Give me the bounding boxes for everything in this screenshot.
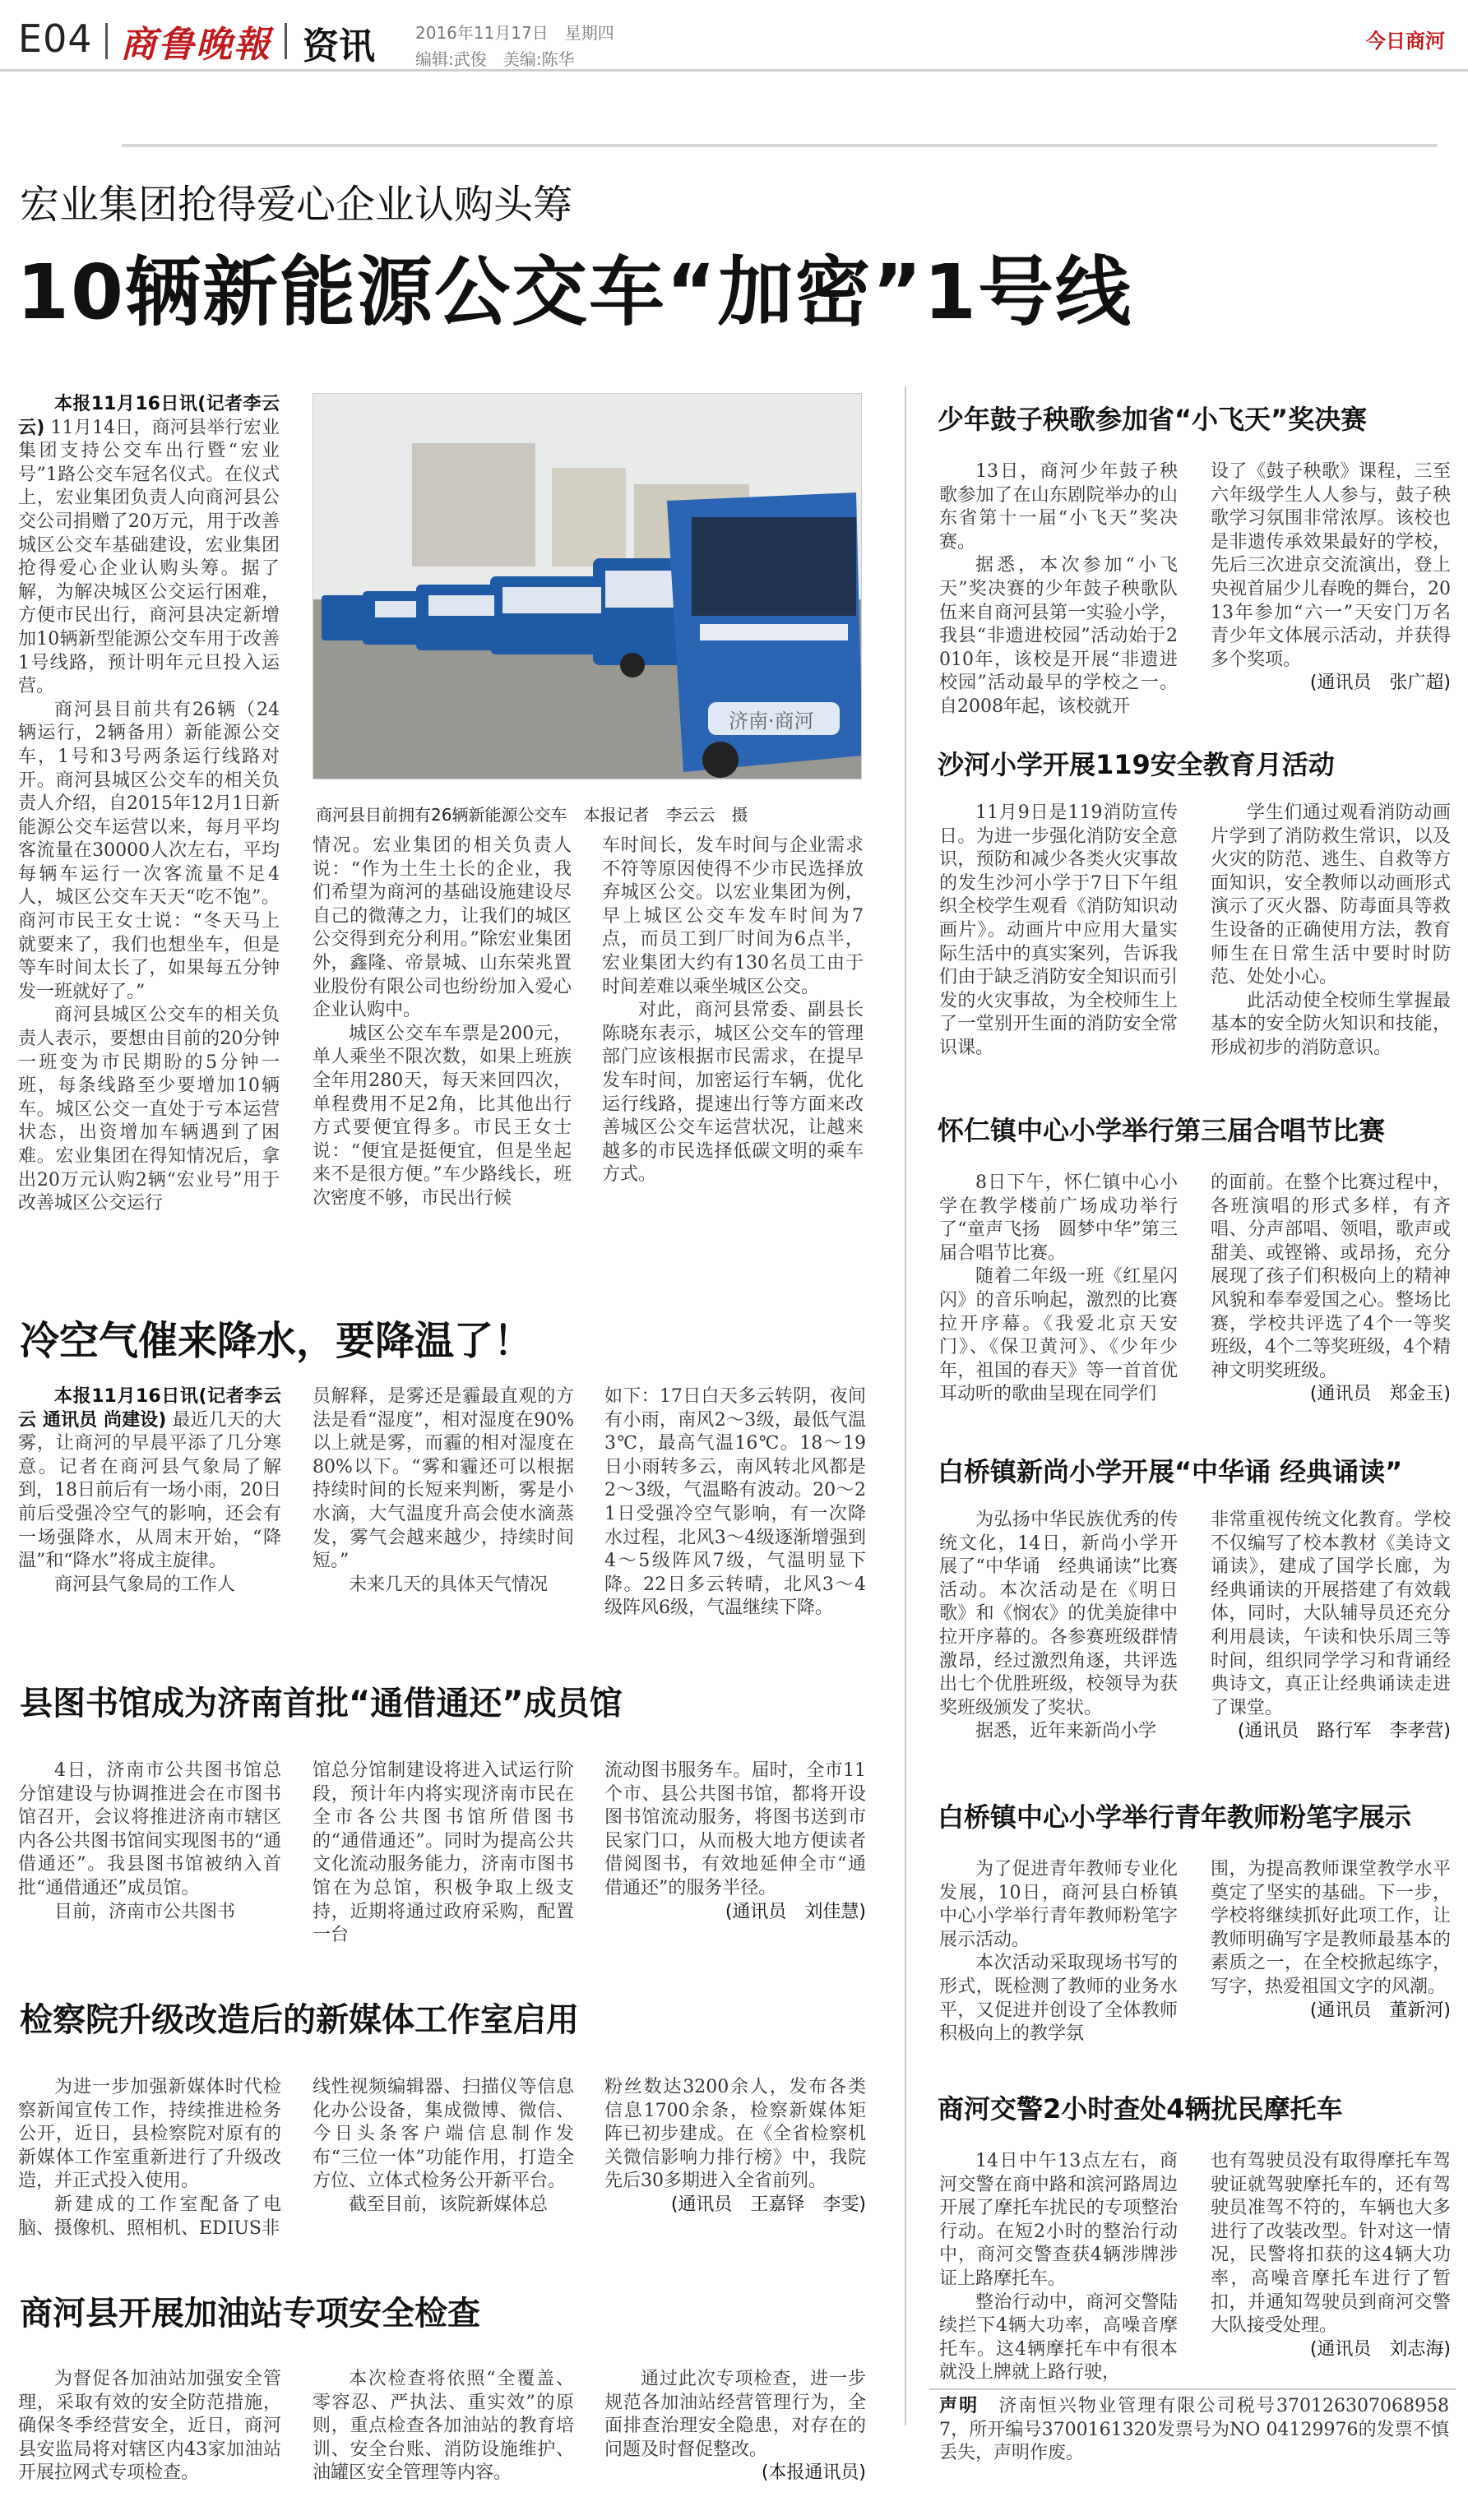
drum-column-1 (939, 460, 1178, 724)
recite-paragraph: 为弘扬中华民族优秀的传统文化，14日，新尚小学开展了“中华诵 经典诵读”比赛活动。本次活动是在《明日歌》和《悯农》的优美旋律中拉开序幕的。各参赛班级群情激昂，经过激烈角逐，共评选出七个优胜班级，校领导为获奖班级颁发了奖状。 (939, 1510, 1178, 1718)
bus-photo (313, 393, 862, 779)
header-rule-decor (122, 144, 1438, 147)
section-name: 资讯 (303, 25, 375, 67)
drum-byline: (通讯员 张广超) (1309, 673, 1451, 694)
fire-paragraph: 11月9日是119消防宣传日。为进一步强化消防安全意识，预防和减少各类火灾事故的发生沙河小学于7日下午组织全校学生观看《消防知识动画片》。动画片中应用大量实际生活中的真实案列，告诉我们由于缺乏消防安全知识而引发的火灾事故，为全校师生上了一堂别开生面的消防安全常识课。 (939, 802, 1178, 1058)
declaration-notice (939, 2395, 1449, 2502)
page-number: E04 (18, 16, 93, 61)
recite-paragraph: 据悉，近年来新尚小学 (975, 1721, 1157, 1742)
lead-column-2 (313, 835, 572, 1248)
fire-column-1 (939, 802, 1178, 1081)
procuratorate-paragraph: 粉丝数达3200余人，发布各类信息1700余条，检察新媒体矩阵已初步建成。在《全省检察机关微信影响力排行榜》中，我院先后30多期进入全省前列。 (604, 2077, 866, 2192)
drum-headline: 少年鼓子秧歌参加省“小飞天”奖决赛 (938, 404, 1368, 435)
library-paragraph: 馆总分馆制建设将进入试运行阶段，预计年内将实现济南市民在全市各公共图书馆所借图书的“通借通还”。同时为提高公共文化流动服务能力，济南市图书馆在为总馆，积极争取上级支持，近期将通过政府采购，配置一台 (313, 1760, 574, 1946)
police-column-2 (1211, 2150, 1451, 2384)
lead-column-3 (602, 835, 864, 1248)
drum-paragraph: 据悉，本次参加“小飞天”奖决赛的少年鼓子秧歌队伍来自商河县第一实验小学，我县“非遗进校园”活动始于2010年，该校是开展“非遗进校园”活动最早的学校之一。自2008年起，该校就开 (939, 555, 1178, 717)
lead-paragraph: 城区公交车车票是200元，单人乘坐不限次数，如果上班族全年用280天，每天来回四次，单程费用不足2角，比其他出行方式要便宜得多。市民王女士说：“便宜是挺便宜，但是坐起来不是很方便。”车少路线长，班次密度不够，市民出行候 (313, 1023, 572, 1209)
library-column-3 (604, 1759, 866, 1965)
police-paragraph: 也有驾驶员没有取得摩托车驾驶证就驾驶摩托车的，还有驾驶员准驾不符的，车辆也大多进行了改装改型。针对这一情况，民警将扣获的这4辆大功率，高噪音摩托车进行了暂扣，并通知驾驶员到商河交警大队接受处理。 (1211, 2151, 1451, 2337)
lead-paragraph: 车时间长，发车时间与企业需求不符等原因使得不少市民选择放弃城区公交。以宏业集团为例，早上城区公交车发车时间为7点，而员工到厂时间为6点半，宏业集团大约有130名员工由于时间差难以乘坐城区公交。 (602, 835, 864, 997)
editors-line: 编辑:武俊 美编:陈华 (415, 49, 575, 69)
police-headline: 商河交警2小时查处4辆扰民摩托车 (938, 2093, 1343, 2125)
choir-paragraph: 8日下午，怀仁镇中心小学在教学楼前广场成功举行了“童声飞扬 圆梦中华”第三届合唱节比赛。 (939, 1172, 1178, 1264)
cold-paragraph: 商河县气象局的工作人 (54, 1574, 236, 1595)
lead-paragraph: 11月14日，商河县举行宏业集团支持公交车出行暨“宏业号”1路公交车冠名仪式。在仪式上，宏业集团负责人向商河县公交公司捐赠了20万元，用于改善城区公交车基础建设，宏业集团抢得爱心企业认购头筹。据了解，为解决城区公交运行困难，方便市民出行，商河县决定新增加10辆新型能源公交车用于改善1号线路，预计明年元旦投入运营。 (18, 417, 280, 697)
police-paragraph: 整治行动中，商河交警陆续拦下4辆大功率，高噪音摩托车。这4辆摩托车中有很本就没上牌就上路行驶， (939, 2291, 1178, 2384)
cold-paragraph: 未来几天的具体天气情况 (349, 1574, 549, 1595)
recite-byline: (通讯员 路行军 李孝营) (1237, 1721, 1451, 1742)
recite-column-1 (939, 1509, 1178, 1768)
fire-paragraph: 学生们通过观看消防动画片学到了消防救生常识，以及火灾的防范、逃生、自救等方面知识，安全教师以动画形式演示了灭火器、防毒面具等救生设备的正确使用方法，教育师生在日常生活中要时时防范、处处小心。 (1211, 802, 1451, 988)
police-byline: (通讯员 刘志海) (1309, 2338, 1451, 2360)
fire-column-2 (1211, 802, 1451, 1081)
declaration-text: 济南恒兴物业管理有限公司税号370126307068958 7，所开编号3700161320发票号为NO 04129976的发票不慎丢失，声明作废。 (939, 2396, 1449, 2464)
gas-column-3 (604, 2368, 866, 2508)
choir-headline: 怀仁镇中心小学举行第三届合唱节比赛 (938, 1115, 1386, 1146)
choir-column-2 (1211, 1172, 1451, 1418)
chalk-paragraph: 本次活动采取现场书写的形式，既检测了教师的业务水平，又促进并创设了全体教师积极向上的教学氛 (939, 1953, 1178, 2045)
lead-paragraph: 商河县目前共有26辆（24辆运行，2辆备用）新能源公交车，1号和3号两条运行线路对开。商河县城区公交车的相关负责人介绍，自2015年12月1日新能源公交车运营以来，每月平均客流量在30000人次左右，平均每辆车运行一次客流量不足4人，城区公交车天天“吃不饱”。商河市民王女士说：“冬天马上就要来了，我们也想坐车，但是等车时间太长了，如果每五分钟发一班就好了。” (18, 699, 280, 1002)
cold-paragraph: 最近几天的大雾，让商河的早晨平添了几分寒意。记者在商河县气象局了解到，18日前后有一场小雨，20日前后受强冷空气的影响，还会有一场强降水，从周末开始，“降温”和“降水”将成主旋律。 (18, 1409, 281, 1572)
issue-date: 2016年11月17日 星期四 (415, 23, 614, 43)
choir-byline: (通讯员 郑金玉) (1309, 1384, 1451, 1405)
photo-caption: 商河县目前拥有26辆新能源公交车 本报记者 李云云 摄 (316, 805, 748, 825)
chalk-byline: (通讯员 董新河) (1309, 2000, 1451, 2021)
chalk-paragraph: 围，为提高教师课堂教学水平奠定了坚实的基础。下一步，学校将继续抓好此项工作，让教师明确写字是教师最基本的素质之一，在全校掀起练字，写字，热爱祖国文字的风潮。 (1211, 1859, 1451, 1997)
fire-headline: 沙河小学开展119安全教育月活动 (938, 749, 1335, 780)
cold-headline: 冷空气催来降水，要降温了！ (20, 1318, 534, 1364)
drum-paragraph: 设了《鼓子秧歌》课程，三至六年级学生人人参与，鼓子秧歌学习氛围非常浓厚。该校也是非遗传承效果最好的学校，先后三次进京交流演出，登上央视首届少儿春晚的舞台，2013年参加“六一”天安门万名青少年文体展示活动，并获得多个奖项。 (1211, 461, 1451, 670)
choir-paragraph: 随着二年级一班《红星闪闪》的音乐响起，激烈的比赛拉开序幕。《我爱北京天安门》、《保卫黄河》、《少年少年，祖国的春天》等一首首优耳动听的歌曲呈现在同学们 (939, 1266, 1178, 1405)
photo-watermark: 济南·商河 (729, 710, 814, 733)
header-divider (105, 23, 108, 59)
gas-column-2 (313, 2368, 574, 2508)
lead-paragraph: 商河县城区公交车的相关负责人表示，要想由目前的20分钟一班变为市民期盼的5分钟一班，每条线路至少要增加10辆车。城区公交一直处于亏本运营状态，出资增加车辆遇到了困难。宏业集团在得知情况后，拿出20万元认购2辆“宏业号”用于改善城区公交运行 (18, 1005, 280, 1214)
procuratorate-headline: 检察院升级改造后的新媒体工作室启用 (20, 2001, 579, 2039)
lead-paragraph: 对此，商河县常委、副县长陈晓东表示，城区公交车的管理部门应该根据市民需求，在提早发车时间，加密运行车辆，优化运行线路，提速出行等方面来改善城区公交车运营状况，让越来越多的市民选择低碳文明的乘车方式。 (602, 1000, 864, 1186)
library-column-1 (18, 1759, 281, 1965)
procuratorate-byline: (通讯员 王嘉铎 李雯) (670, 2194, 866, 2215)
library-byline: (通讯员 刘佳慧) (725, 1901, 866, 1922)
gas-headline: 商河县开展加油站专项安全检查 (20, 2295, 480, 2333)
gas-paragraph: 为督促各加油站加强安全管理，采取有效的安全防范措施，确保冬季经营安全，近日，商河县安监局将对辖区内43家加油站开展拉网式专项检查。 (18, 2369, 281, 2484)
procuratorate-column-3 (604, 2076, 866, 2265)
cold-column-3 (604, 1385, 866, 1661)
gas-paragraph: 通过此次专项检查，进一步规范各加油站经营管理行为，全面排查治理安全隐患，对存在的问题及时督促整改。 (604, 2369, 866, 2460)
recite-paragraph: 非常重视传统文化教育。学校不仅编写了校本教材《美诗文诵读》，建成了国学长廊，为经典诵读的开展搭建了有效载体，同时，大队辅导员还充分利用晨读，午读和快乐周三等时间，组织同学学习和背诵经典诗文，真正让经典诵读走进了课堂。 (1211, 1510, 1451, 1718)
library-paragraph: 流动图书服务车。届时，全市11个市、县公共图书馆，都将开设图书馆流动服务，将图书送到市民家门口，从而极大地方便读者借阅图书，有效地延伸全市“通借通还”的服务半径。 (604, 1760, 866, 1898)
procuratorate-paragraph: 为进一步加强新媒体时代检察新闻宣传工作，持续推进检务公开，近日，县检察院对原有的新媒体工作室重新进行了升级改造，并正式投入使用。 (18, 2077, 281, 2192)
chalk-column-2 (1211, 1858, 1451, 2080)
chalk-paragraph: 为了促进青年教师专业化发展，10日，商河县白桥镇中心小学举行青年教师粉笔字展示活动。 (939, 1859, 1178, 1950)
drum-column-2 (1211, 460, 1451, 724)
cold-dateline: 本报11月16日讯(记者李云云 通讯员 尚建设) (18, 1386, 281, 1431)
library-headline: 县图书馆成为济南首批“通借通还”成员馆 (20, 1685, 623, 1722)
header-rule (0, 69, 1468, 72)
newspaper-logo: 商鲁晚報 (120, 24, 271, 66)
fire-paragraph: 此活动使全校师生掌握最基本的安全防火知识和技能，形成初步的消防意识。 (1211, 990, 1451, 1058)
chalk-column-1 (939, 1858, 1178, 2080)
police-paragraph: 14日中午13点左右，商河交警在商中路和滨河路周边开展了摩托车扰民的专项整治行动。在短2小时的整治行动中，商河交警查获4辆涉牌涉证上路摩托车。 (939, 2151, 1178, 2289)
choir-paragraph: 的面前。在整个比赛过程中，各班演唱的形式多样，有齐唱、分声部唱、领唱，歌声或甜美、或铿锵、或昂扬，充分展现了孩子们积极向上的精神风貌和奉奉爱国之心。整场比赛，学校共评选了4个一等奖班级，4个二等奖班级，4个精神文明奖班级。 (1211, 1172, 1451, 1381)
lead-paragraph: 情况。宏业集团的相关负责人说：“作为土生土长的企业，我们希望为商河的基础设施建设尽自己的微薄之力，让我们的城区公交得到充分利用。”除宏业集团外，鑫隆、帝景城、山东荣兆置业股份有限公司也纷纷加入爱心企业认购中。 (313, 835, 572, 1021)
cold-paragraph: 员解释，是雾还是霾最直观的方法是看“湿度”，相对湿度在90%以上就是雾，而霾的相对湿度在80%以下。“雾和霾还可以根据持续时间的长短来判断，雾是小水滴，大气温度升高会使水滴蒸发，雾气会越来越少，持续时间短。” (313, 1386, 574, 1572)
header-divider (285, 23, 287, 59)
drum-paragraph: 13日，商河少年鼓子秧歌参加了在山东剧院举办的山东省第十一届“小飞天”奖决赛。 (939, 461, 1178, 553)
recite-column-2 (1211, 1509, 1451, 1768)
declaration-rule (929, 2388, 1456, 2390)
cold-column-2 (313, 1385, 574, 1661)
cold-column-1 (18, 1385, 281, 1661)
choir-column-1 (939, 1172, 1178, 1418)
procuratorate-column-1 (18, 2076, 281, 2265)
library-paragraph: 4日，济南市公共图书馆总分馆建设与协调推进会在市图书馆召开，会议将推进济南市辖区内各公共图书馆间实现图书的“通借通还”。我县图书馆被纳入首批“通借通还”成员馆。 (18, 1760, 281, 1898)
edition-name: 今日商河 (1366, 30, 1445, 53)
gas-column-1 (18, 2368, 281, 2508)
procuratorate-paragraph: 新建成的工作室配备了电脑、摄像机、照相机、EDIUS非 (18, 2194, 281, 2239)
procuratorate-paragraph: 截至目前，该院新媒体总 (349, 2194, 549, 2215)
lead-dateline: 本报11月16日讯(记者李云云) (18, 394, 280, 438)
gas-byline: (本报通讯员) (761, 2462, 866, 2484)
gas-paragraph: 本次检查将依照“全覆盖、零容忍、严执法、重实效”的原则，重点检查各加油站的教育培训、安全台账、消防设施维护、油罐区安全管理等内容。 (313, 2369, 574, 2484)
procuratorate-column-2 (313, 2076, 574, 2265)
library-paragraph: 目前，济南市公共图书 (54, 1901, 236, 1922)
column-divider (905, 386, 906, 2425)
cold-paragraph: 如下：17日白天多云转阴，夜间有小雨，南风2～3级，最低气温3℃，最高气温16℃。18～19日小雨转多云，南风转北风都是2～3级，气温略有波动。20～21日受强冷空气影响，有一次降水过程，北风3～4级逐渐增强到4～5级阵风7级，气温明显下降。22日多云转晴，北风3～4级阵风6级，气温继续下降。 (604, 1386, 866, 1619)
chalk-headline: 白桥镇中心小学举行青年教师粉笔字展示 (938, 1801, 1412, 1833)
declaration-label: 声明 (939, 2396, 979, 2416)
police-column-1 (939, 2150, 1178, 2384)
library-column-2 (313, 1759, 574, 1965)
lead-kicker: 宏业集团抢得爱心企业认购头筹 (20, 182, 573, 228)
lead-column-1 (18, 393, 280, 1248)
lead-headline: 10辆新能源公交车“加密”1号线 (16, 248, 1132, 336)
recite-headline: 白桥镇新尚小学开展“中华诵 经典诵读” (938, 1456, 1403, 1487)
procuratorate-paragraph: 线性视频编辑器、扫描仪等信息化办公设备，集成微博、微信、今日头条客户端信息制作发布“三位一体”功能作用，打造全方位、立体式检务公开新平台。 (313, 2077, 574, 2192)
